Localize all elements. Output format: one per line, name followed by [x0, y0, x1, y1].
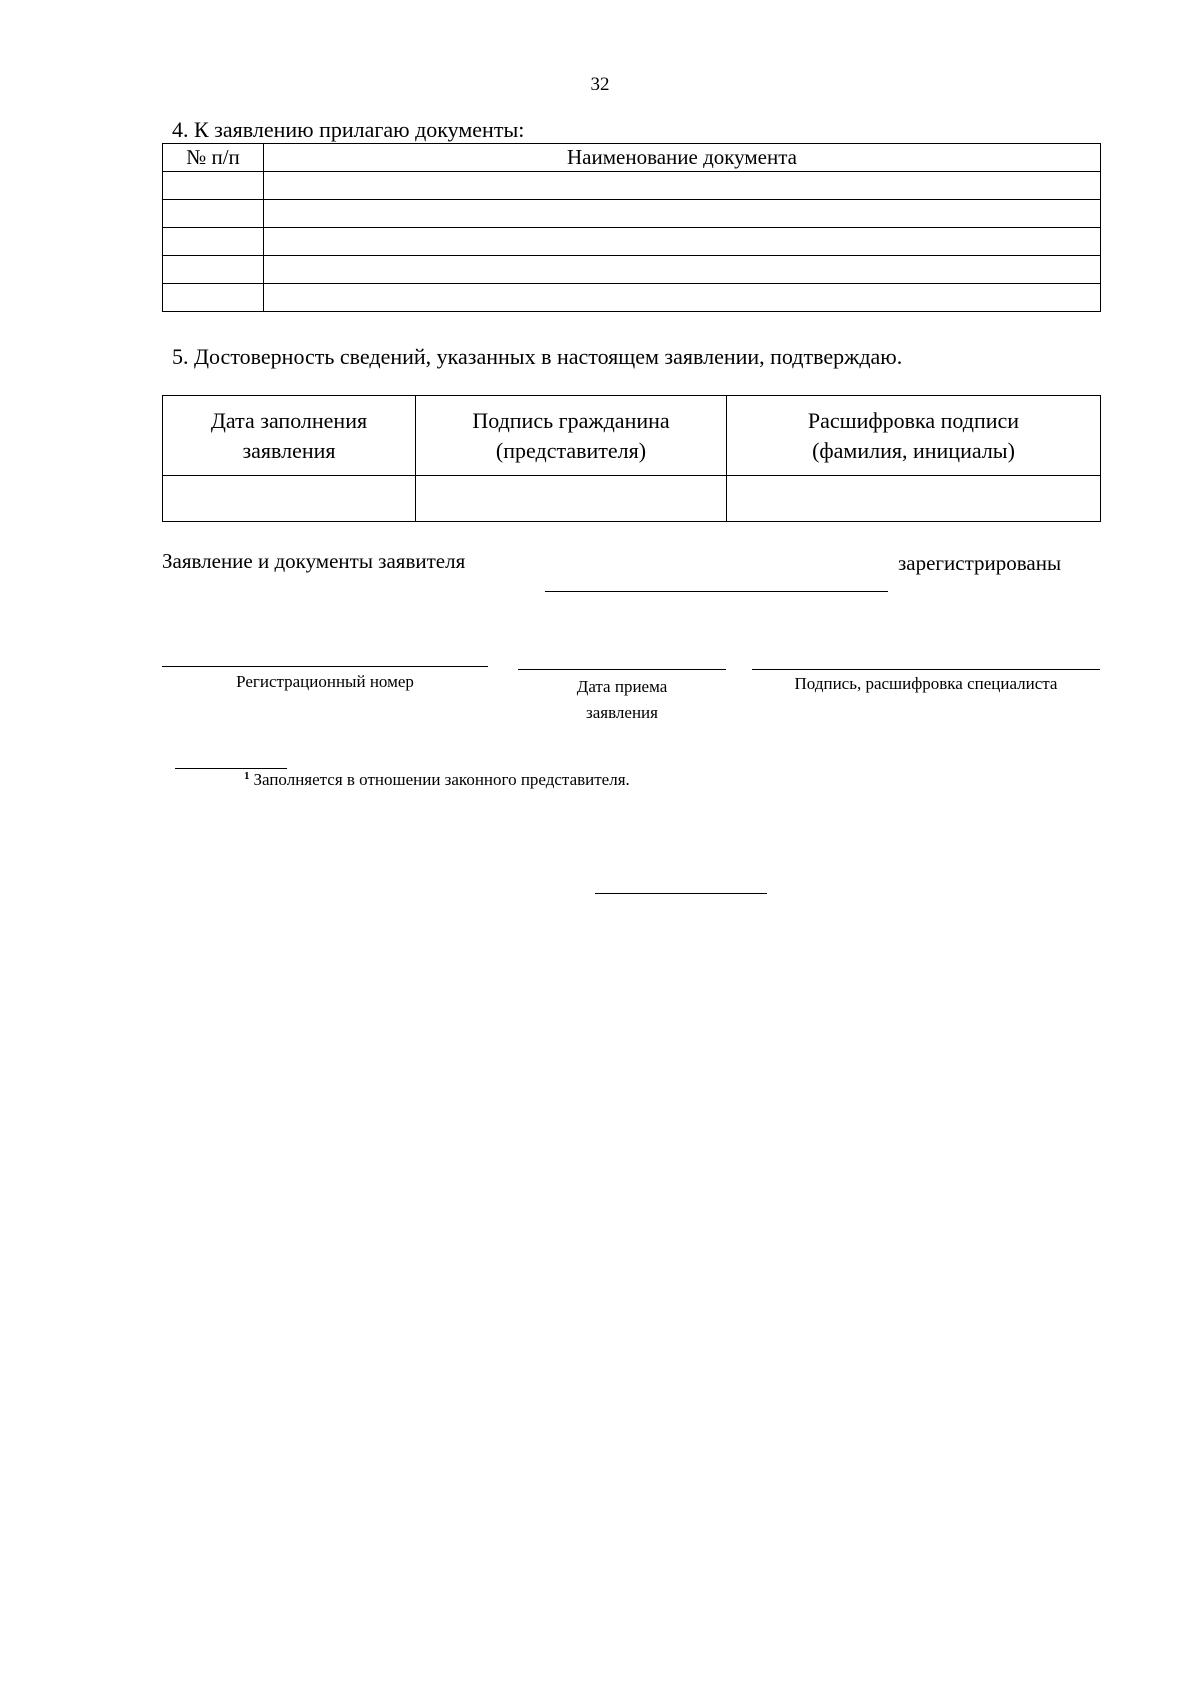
- citizen-signature-cell[interactable]: [416, 476, 727, 522]
- table-cell[interactable]: [264, 256, 1101, 284]
- table-row: [163, 172, 1101, 200]
- table-cell[interactable]: [163, 256, 264, 284]
- receipt-date-line[interactable]: [518, 669, 726, 670]
- header-line: заявления: [242, 437, 336, 463]
- signature-decoding-cell[interactable]: [727, 476, 1101, 522]
- footnote: [244, 770, 630, 790]
- table-row: [163, 476, 1101, 522]
- column-header-number: № п/п: [163, 144, 264, 172]
- table-header-row: [163, 396, 1101, 476]
- header-line: Дата заполнения: [210, 407, 368, 433]
- table-cell[interactable]: [163, 284, 264, 312]
- table-row: [163, 256, 1101, 284]
- table-cell[interactable]: [163, 228, 264, 256]
- registration-blank-line[interactable]: [545, 591, 888, 592]
- specialist-signature-line[interactable]: [752, 669, 1100, 670]
- table-row: [163, 200, 1101, 228]
- specialist-signature-caption: Подпись, расшифровка специалиста: [794, 674, 1058, 693]
- table-cell[interactable]: [163, 172, 264, 200]
- table-cell[interactable]: [264, 228, 1101, 256]
- footnote-separator: [175, 768, 287, 769]
- table-cell[interactable]: [264, 284, 1101, 312]
- header-line: Подпись гражданина: [472, 407, 670, 433]
- fill-date-cell[interactable]: [163, 476, 416, 522]
- table-cell[interactable]: [163, 200, 264, 228]
- table-row: [163, 228, 1101, 256]
- footnote-text: Заполняется в отношении законного представителя.: [253, 770, 630, 789]
- end-divider: [595, 893, 767, 894]
- table-header-row: [163, 144, 1101, 172]
- reg-number-line[interactable]: [162, 666, 488, 667]
- table-cell[interactable]: [264, 200, 1101, 228]
- table-row: [163, 284, 1101, 312]
- page-number: 32: [590, 74, 610, 95]
- caption-line: Дата приема: [576, 677, 668, 696]
- table-cell[interactable]: [264, 172, 1101, 200]
- receipt-date-caption: [518, 674, 726, 726]
- reg-number-caption: Регистрационный номер: [236, 672, 414, 691]
- column-header-fill-date: [163, 396, 416, 476]
- header-line: (фамилия, инициалы): [812, 437, 1015, 463]
- footnote-marker: 1: [244, 770, 250, 782]
- column-header-signature-decoding: [727, 396, 1101, 476]
- signature-table: [162, 395, 1101, 522]
- registration-text-left: Заявление и документы заявителя: [162, 549, 466, 573]
- header-line: (представителя): [495, 437, 647, 463]
- section4-title: 4. К заявлению прилагаю документы:: [172, 117, 525, 142]
- documents-table: [162, 143, 1101, 312]
- header-line: Расшифровка подписи: [807, 407, 1020, 433]
- section5-title: 5. Достоверность сведений, указанных в настоящем заявлении, подтверждаю.: [172, 344, 903, 369]
- column-header-document-name: Наименование документа: [264, 144, 1101, 172]
- registration-text-right: зарегистрированы: [898, 551, 1062, 575]
- caption-line: заявления: [586, 703, 658, 722]
- column-header-citizen-signature: [416, 396, 727, 476]
